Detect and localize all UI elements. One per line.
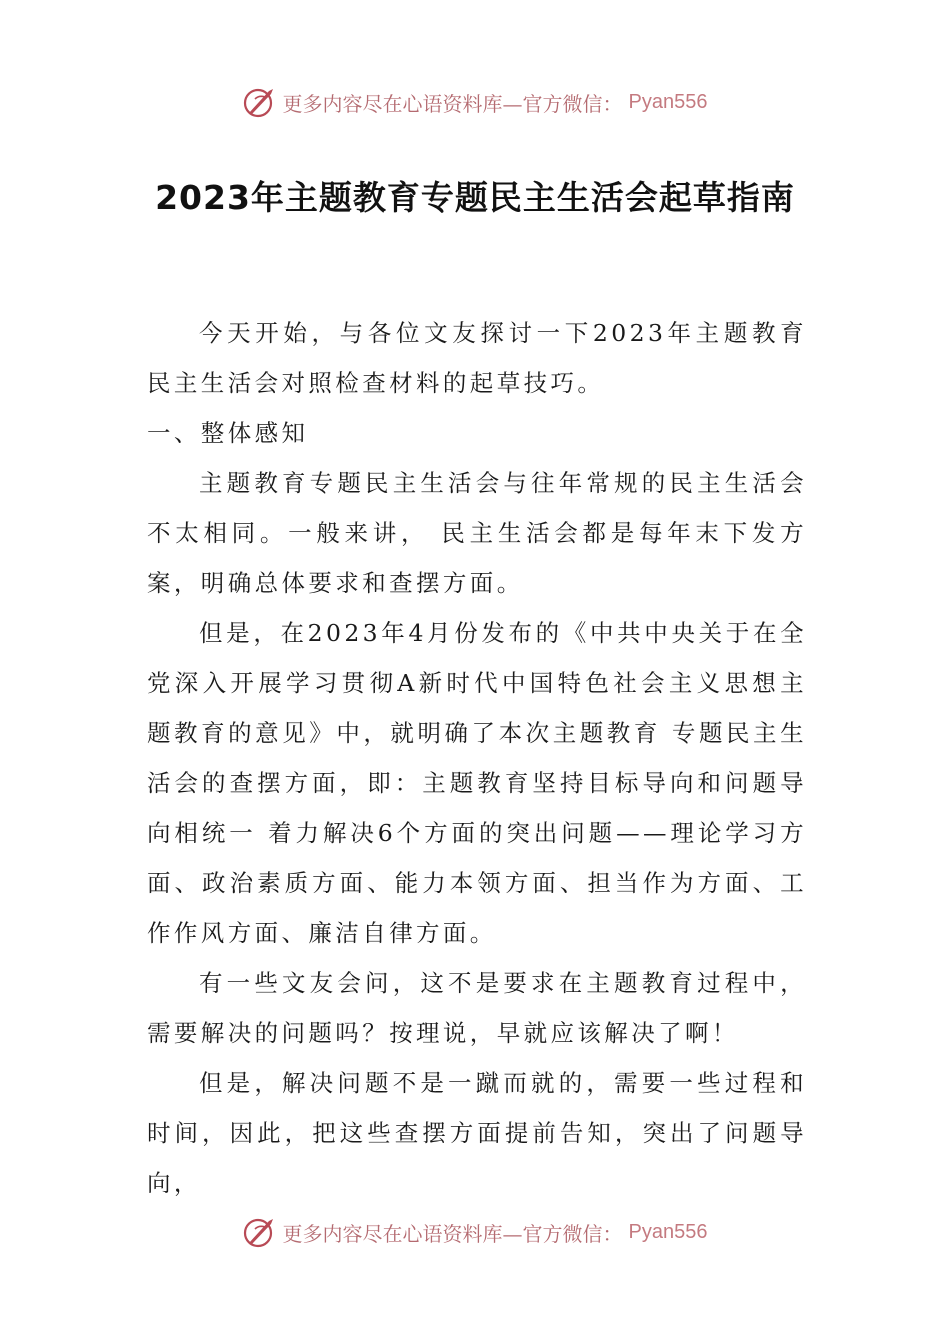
quill-logo-icon [243, 1215, 277, 1249]
watermark-wechat-id: Pyan556 [628, 90, 708, 113]
paragraph: 有一些文友会问，这不是要求在主题教育过程中，需要解决的问题吗？按理说，早就应该解决了啊！ [147, 969, 807, 1047]
paragraph: 但是，解决问题不是一蹴而就的，需要一些过程和时间，因此，把这些查摆方面提前告知，突出了问题导向， [147, 1069, 807, 1197]
document-body [147, 308, 807, 1208]
quill-logo-icon [243, 85, 277, 119]
paragraph: 但是，在2023年4月份发布的《中共中央关于在全党深入开展学习贯彻A新时代中国特色社会主义思想主题教育的意见》中，就明确了本次主题教育 专题民主生活会的查摆方面，即：主题教育坚持目标导向和问题导向相统一 着力解决6个方面的突出问题——理论学习方面、政治素质方面、能力本领方面、担当作为方面、工作作风方面、廉洁自律方面。 [147, 619, 807, 947]
paragraph: 主题教育专题民主生活会与往年常规的民主生活会不太相同。一般来讲， 民主生活会都是每年末下发方案，明确总体要求和查摆方面。 [147, 469, 807, 597]
watermark-text: 更多内容尽在心语资料库—官方微信： [282, 91, 623, 116]
watermark-wechat-id: Pyan556 [628, 1220, 708, 1243]
footer-watermark [0, 1212, 950, 1252]
header-watermark [0, 82, 950, 122]
watermark-text: 更多内容尽在心语资料库—官方微信： [282, 1221, 623, 1246]
paragraph-intro: 今天开始，与各位文友探讨一下2023年主题教育民主生活会对照检查材料的起草技巧。 [147, 319, 807, 397]
section-heading: 一、整体感知 [147, 419, 309, 447]
document-title: 2023年主题教育专题民主生活会起草指南 [155, 178, 795, 217]
